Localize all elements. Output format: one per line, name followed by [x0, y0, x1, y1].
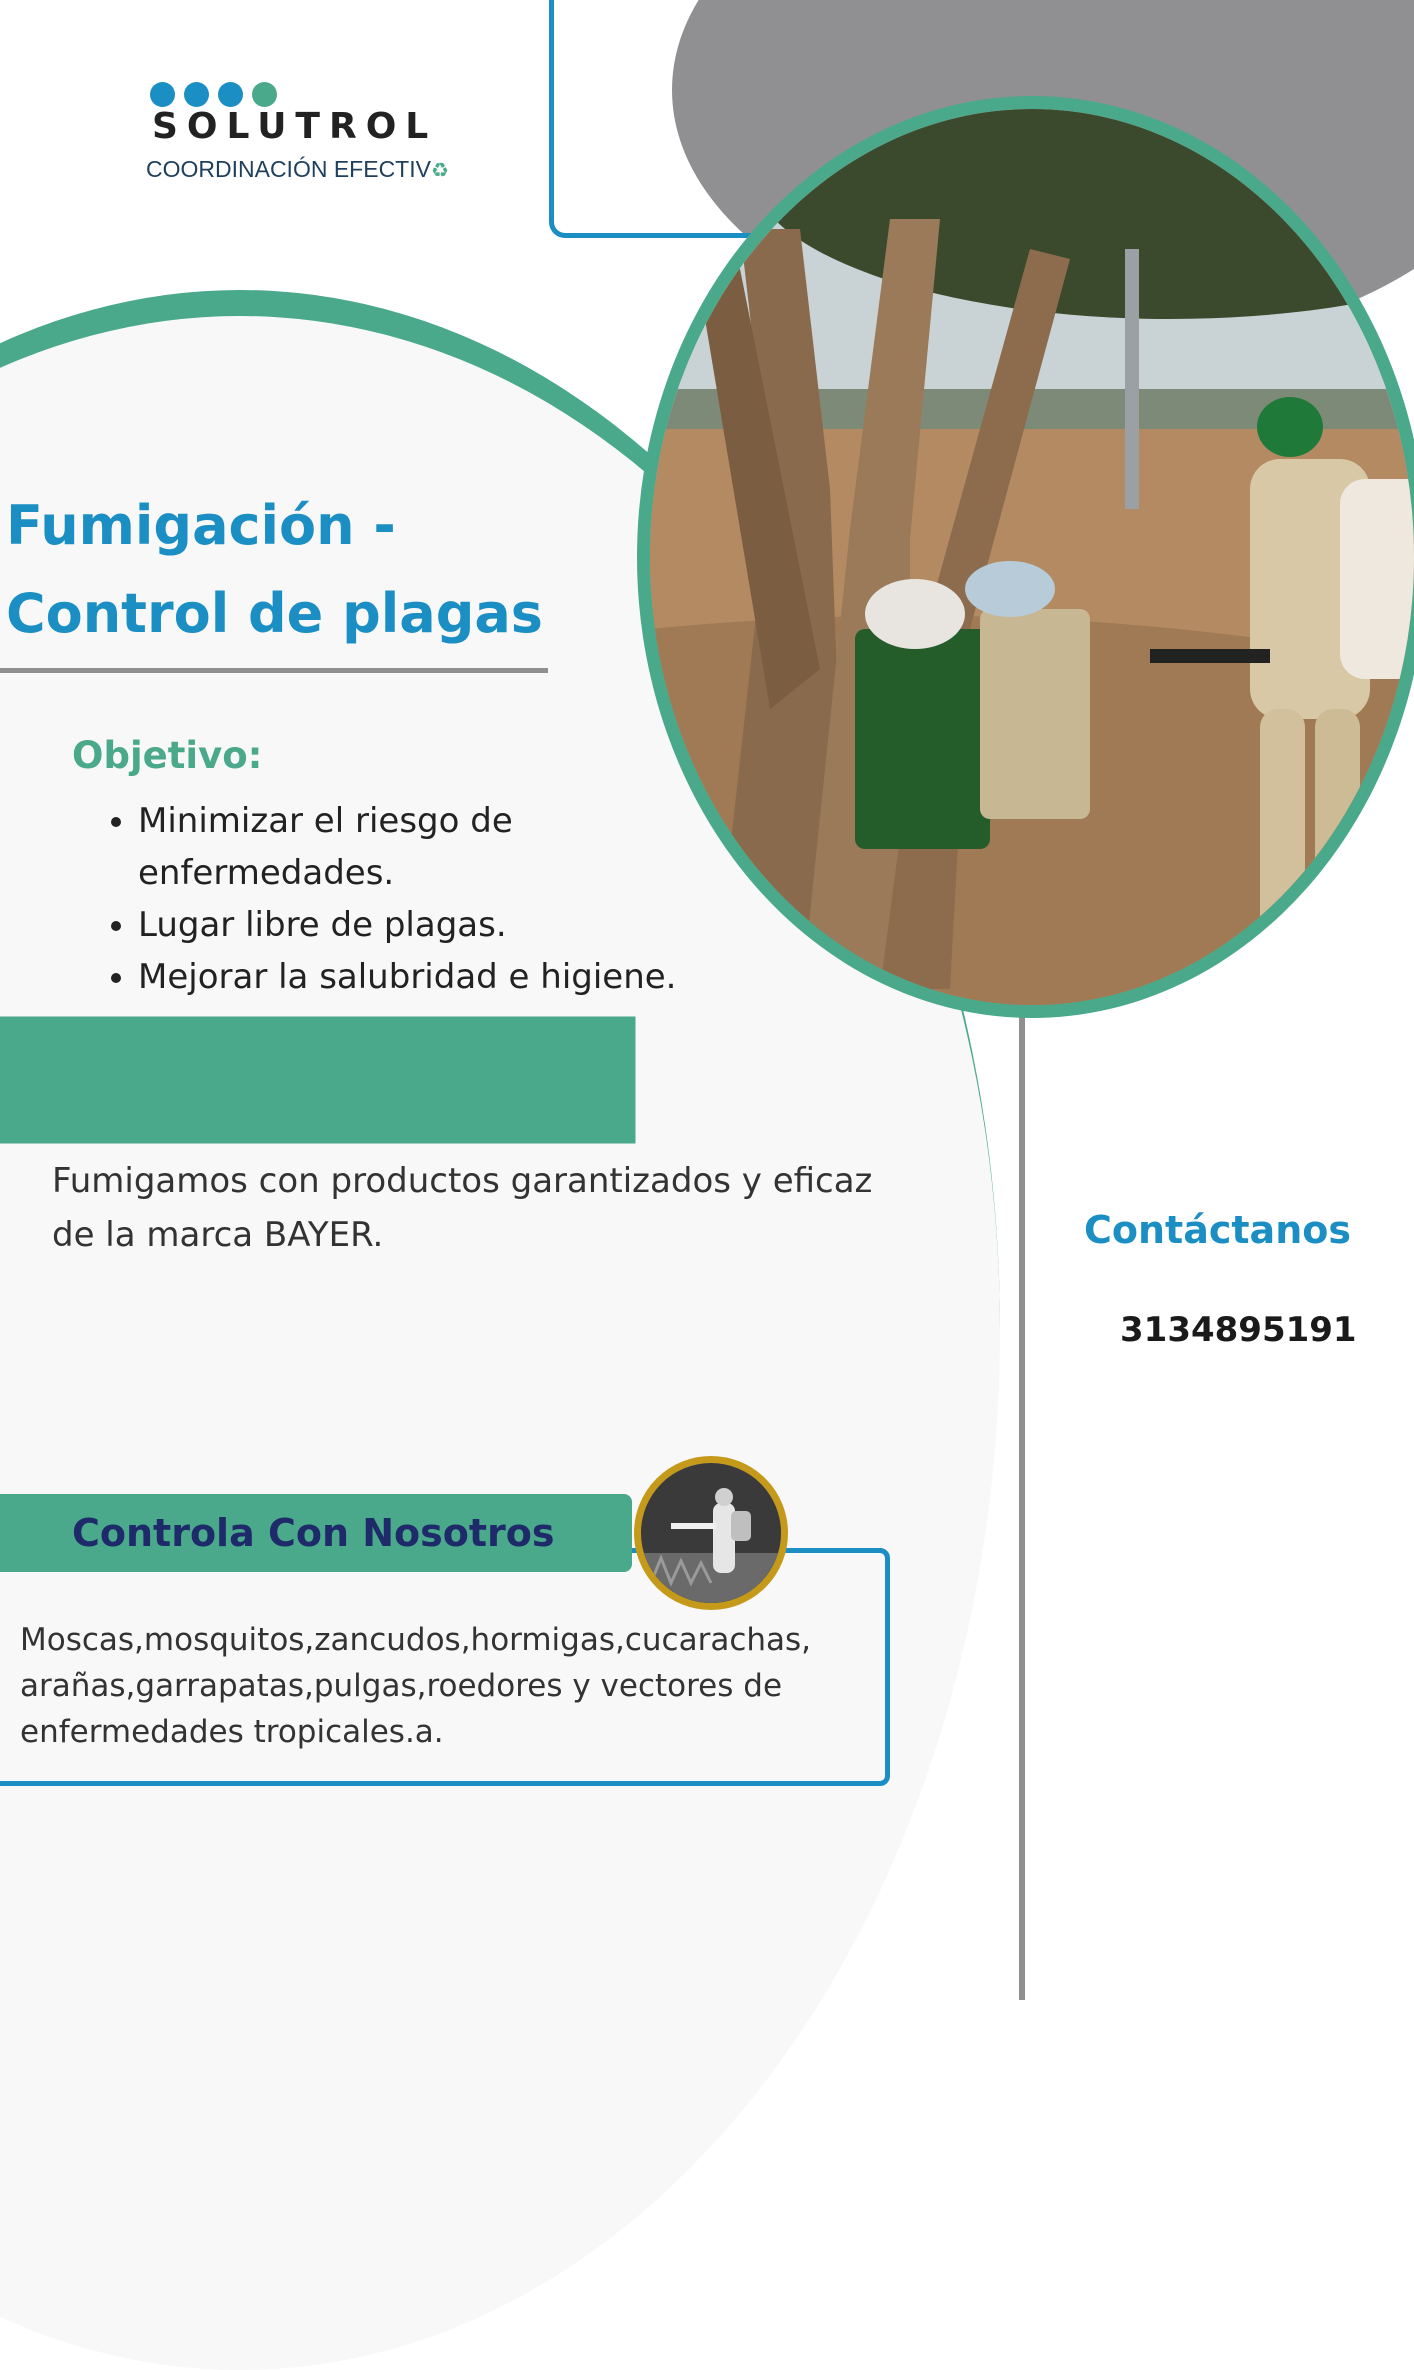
list-item: • Minimizar el riesgo de enfermedades. [138, 795, 678, 899]
list-item: • Lugar libre de plagas. [138, 899, 678, 951]
logo-dot [252, 82, 277, 107]
title-line-2: Control de plagas [6, 582, 543, 645]
fumigation-photo-illustration [650, 109, 1414, 1018]
title-line-1: Fumigación - [6, 494, 396, 557]
worker-thumbnail-photo [634, 1456, 788, 1610]
logo-dot [218, 82, 243, 107]
solutrol-logo [146, 76, 476, 186]
objective-heading: Objetivo: [72, 734, 263, 777]
logo-name: SOLUTROL [152, 106, 438, 147]
objective-list [100, 795, 678, 1003]
pests-description: Moscas,mosquitos,zancudos,hormigas,cucarachas, arañas,garrapatas,pulgas,roedores y vectores de enfermedades tropicales.a. [20, 1622, 812, 1750]
logo-dot [184, 82, 209, 107]
logo-tagline [146, 156, 449, 183]
contact-heading: Contáctanos [1084, 1208, 1351, 1252]
logo-dot [150, 82, 175, 107]
recycle-icon: ♻ [430, 160, 449, 182]
controla-heading: Controla Con Nosotros [72, 1511, 555, 1555]
list-item: • Mejorar la salubridad e higiene. [138, 951, 678, 1003]
logo-tagline-text: COORDINACIÓN EFECTIV [146, 156, 431, 182]
title-underline [0, 668, 548, 673]
contact-phone[interactable]: 3134895191 [1120, 1310, 1357, 1350]
vertical-divider [1019, 1000, 1025, 2000]
products-description: Fumigamos con productos garantizados y eficaz de la marca BAYER. [52, 1161, 873, 1255]
worker-thumbnail-illustration [641, 1463, 781, 1603]
page-title [6, 482, 646, 658]
fumigation-photo [637, 96, 1414, 1018]
